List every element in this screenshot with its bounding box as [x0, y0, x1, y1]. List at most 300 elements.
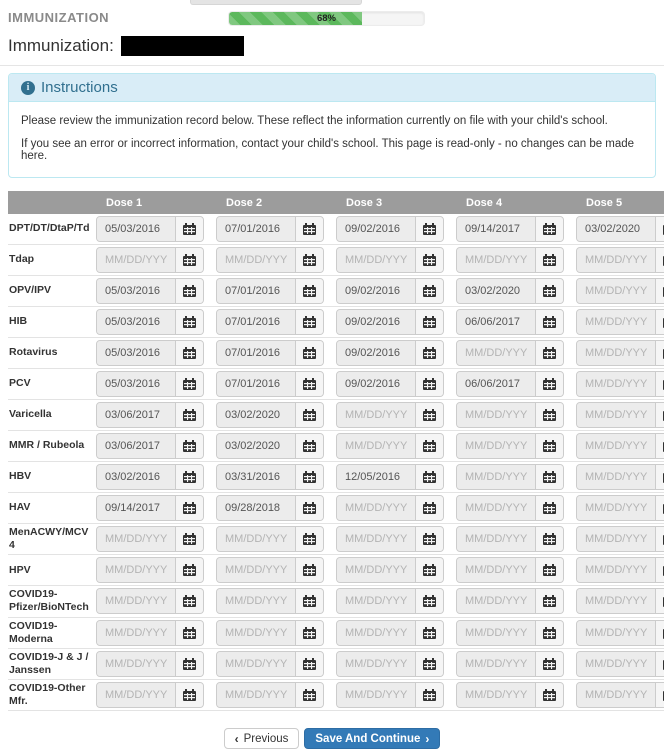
dose-5-date-input[interactable]: [577, 434, 655, 458]
calendar-icon: [303, 347, 316, 359]
dose-3-cell: [336, 216, 456, 242]
calendar-icon: [303, 658, 316, 670]
calendar-icon: [543, 347, 556, 359]
dose-1-date-input[interactable]: [97, 558, 175, 582]
calendar-icon: [423, 440, 436, 452]
dose-4-date-input[interactable]: [457, 248, 535, 272]
calendar-icon: [183, 658, 196, 670]
dose-date-group: [216, 651, 324, 677]
calendar-button[interactable]: [535, 434, 563, 458]
calendar-button[interactable]: [535, 403, 563, 427]
dose-4-date-input[interactable]: [457, 589, 535, 613]
dose-4-cell: [456, 464, 576, 490]
dose-1-date-input[interactable]: [97, 496, 175, 520]
calendar-icon: [303, 502, 316, 514]
dose-1-cell: [96, 402, 216, 428]
dose-1-date-input[interactable]: [97, 372, 175, 396]
calendar-button[interactable]: [535, 279, 563, 303]
dose-date-group: [216, 588, 324, 614]
dose-date-group: [216, 495, 324, 521]
dose-1-cell: [96, 495, 216, 521]
calendar-icon: [423, 689, 436, 701]
vaccine-name: Rotavirus: [9, 346, 58, 359]
dose-3-date-input[interactable]: [337, 372, 415, 396]
dose-5-date-input[interactable]: [577, 652, 655, 676]
calendar-button[interactable]: [175, 248, 203, 272]
dose-date-group: [216, 340, 324, 366]
calendar-button[interactable]: [175, 341, 203, 365]
calendar-button[interactable]: [535, 621, 563, 645]
dose-3-cell: [336, 340, 456, 366]
dose-2-date-input[interactable]: [217, 341, 295, 365]
dose-5-cell: [576, 620, 664, 646]
dose-3-date-input[interactable]: [337, 248, 415, 272]
dose-4-date-input[interactable]: [457, 652, 535, 676]
dose-1-date-input[interactable]: [97, 403, 175, 427]
calendar-button[interactable]: [535, 496, 563, 520]
dose-3-date-input[interactable]: [337, 621, 415, 645]
dose-1-date-input[interactable]: [97, 621, 175, 645]
calendar-icon: [543, 533, 556, 545]
dose-2-date-input[interactable]: [217, 279, 295, 303]
calendar-icon: [303, 223, 316, 235]
dose-date-group: [456, 495, 564, 521]
dose-1-date-input[interactable]: [97, 589, 175, 613]
dose-date-group: [96, 247, 204, 273]
dose-5-date-input[interactable]: [577, 589, 655, 613]
dose-4-date-input[interactable]: [457, 341, 535, 365]
calendar-button[interactable]: [295, 683, 323, 707]
calendar-button[interactable]: [655, 558, 664, 582]
dose-date-group: [336, 216, 444, 242]
dose-4-cell: [456, 433, 576, 459]
calendar-button[interactable]: [295, 248, 323, 272]
dose-date-group: [216, 557, 324, 583]
calendar-icon: [423, 378, 436, 390]
dose-1-date-input[interactable]: [97, 683, 175, 707]
instructions-line-1: Please review the immunization record below. These reflect the information currently on file with your child's school.: [21, 115, 608, 127]
calendar-button[interactable]: [415, 558, 443, 582]
calendar-button[interactable]: [295, 403, 323, 427]
calendar-button[interactable]: [535, 372, 563, 396]
calendar-button[interactable]: [535, 217, 563, 241]
calendar-icon: [543, 627, 556, 639]
calendar-button[interactable]: [175, 310, 203, 334]
dose-5-date-input[interactable]: [577, 279, 655, 303]
dose-2-date-input[interactable]: [217, 403, 295, 427]
dose-5-date-input[interactable]: [577, 683, 655, 707]
dose-date-group: [336, 526, 444, 552]
calendar-button[interactable]: [535, 589, 563, 613]
dose-5-date-input[interactable]: [577, 403, 655, 427]
dose-2-cell: [216, 651, 336, 677]
calendar-button[interactable]: [415, 217, 443, 241]
dose-3-date-input[interactable]: [337, 279, 415, 303]
dose-1-date-input[interactable]: [97, 652, 175, 676]
calendar-button[interactable]: [535, 558, 563, 582]
calendar-icon: [183, 502, 196, 514]
calendar-icon: [303, 471, 316, 483]
chevron-left-icon: ‹: [234, 731, 239, 746]
column-header-dose-4: Dose 4: [466, 196, 503, 209]
dose-4-date-input[interactable]: [457, 310, 535, 334]
calendar-button[interactable]: [415, 403, 443, 427]
vaccine-name: HAV: [9, 501, 31, 514]
calendar-button[interactable]: [295, 279, 323, 303]
dose-4-date-input[interactable]: [457, 465, 535, 489]
calendar-button[interactable]: [295, 589, 323, 613]
calendar-button[interactable]: [415, 248, 443, 272]
dose-4-cell: [456, 495, 576, 521]
dose-4-date-input[interactable]: [457, 558, 535, 582]
vaccine-name: HIB: [9, 315, 28, 328]
calendar-icon: [183, 689, 196, 701]
calendar-icon: [423, 564, 436, 576]
calendar-button[interactable]: [295, 652, 323, 676]
dose-2-date-input[interactable]: [217, 652, 295, 676]
dose-date-group: [216, 216, 324, 242]
dose-2-date-input[interactable]: [217, 217, 295, 241]
dose-3-date-input[interactable]: [337, 652, 415, 676]
table-row: [8, 307, 664, 338]
dose-date-group: [96, 588, 204, 614]
calendar-button[interactable]: [415, 341, 443, 365]
calendar-button[interactable]: [655, 683, 664, 707]
dose-2-date-input[interactable]: [217, 589, 295, 613]
dose-1-date-input[interactable]: [97, 217, 175, 241]
dose-date-group: [576, 216, 664, 242]
dose-2-date-input[interactable]: [217, 372, 295, 396]
calendar-button[interactable]: [175, 652, 203, 676]
save-and-continue-button[interactable]: [304, 728, 440, 749]
calendar-button[interactable]: [655, 527, 664, 551]
dose-5-cell: [576, 557, 664, 583]
calendar-button[interactable]: [415, 527, 443, 551]
dose-1-date-input[interactable]: [97, 341, 175, 365]
dose-3-date-input[interactable]: [337, 496, 415, 520]
dose-5-date-input[interactable]: [577, 372, 655, 396]
vaccine-name: COVID19-Other Mfr.: [9, 682, 86, 708]
calendar-button[interactable]: [655, 652, 664, 676]
calendar-button[interactable]: [655, 248, 664, 272]
dose-date-group: [336, 495, 444, 521]
table-row: [8, 462, 664, 493]
calendar-button[interactable]: [295, 621, 323, 645]
dose-4-date-input[interactable]: [457, 496, 535, 520]
dose-1-cell: [96, 526, 216, 552]
dose-2-date-input[interactable]: [217, 527, 295, 551]
dose-1-cell: [96, 557, 216, 583]
dose-2-cell: [216, 433, 336, 459]
calendar-button[interactable]: [415, 434, 443, 458]
calendar-button[interactable]: [655, 403, 664, 427]
calendar-icon: [183, 440, 196, 452]
calendar-icon: [303, 440, 316, 452]
dose-4-date-input[interactable]: [457, 621, 535, 645]
vaccine-name: DPT/DT/DtaP/Td: [9, 222, 90, 235]
column-header-dose-5: Dose 5: [586, 196, 623, 209]
dose-3-cell: [336, 526, 456, 552]
calendar-icon: [183, 627, 196, 639]
dose-3-date-input[interactable]: [337, 434, 415, 458]
calendar-button[interactable]: [175, 372, 203, 396]
calendar-button[interactable]: [175, 465, 203, 489]
dose-3-cell: [336, 557, 456, 583]
table-row: [8, 338, 664, 369]
calendar-button[interactable]: [655, 341, 664, 365]
calendar-button[interactable]: [415, 683, 443, 707]
calendar-button[interactable]: [175, 496, 203, 520]
calendar-icon: [423, 254, 436, 266]
dose-4-date-input[interactable]: [457, 683, 535, 707]
dose-date-group: [96, 557, 204, 583]
dose-date-group: [216, 464, 324, 490]
dose-1-cell: [96, 278, 216, 304]
calendar-button[interactable]: [175, 589, 203, 613]
vaccine-name: MenACWY/MCV4: [9, 526, 89, 552]
dose-date-group: [456, 557, 564, 583]
calendar-button[interactable]: [295, 434, 323, 458]
calendar-icon: [423, 502, 436, 514]
calendar-button[interactable]: [295, 496, 323, 520]
dose-1-cell: [96, 340, 216, 366]
dose-2-cell: [216, 588, 336, 614]
dose-3-date-input[interactable]: [337, 310, 415, 334]
dose-2-cell: [216, 340, 336, 366]
dose-3-date-input[interactable]: [337, 341, 415, 365]
dose-3-cell: [336, 433, 456, 459]
dose-2-date-input[interactable]: [217, 496, 295, 520]
column-header-dose-1: Dose 1: [106, 196, 143, 209]
dose-4-date-input[interactable]: [457, 434, 535, 458]
calendar-icon: [423, 533, 436, 545]
calendar-icon: [543, 316, 556, 328]
dose-date-group: [456, 340, 564, 366]
table-row: [8, 586, 664, 617]
calendar-button[interactable]: [175, 527, 203, 551]
dose-5-date-input[interactable]: [577, 217, 655, 241]
dose-3-date-input[interactable]: [337, 589, 415, 613]
dose-3-date-input[interactable]: [337, 403, 415, 427]
calendar-button[interactable]: [415, 652, 443, 676]
dose-date-group: [216, 371, 324, 397]
calendar-button[interactable]: [295, 527, 323, 551]
calendar-button[interactable]: [295, 341, 323, 365]
dose-3-date-input[interactable]: [337, 558, 415, 582]
dose-3-date-input[interactable]: [337, 527, 415, 551]
dose-date-group: [216, 526, 324, 552]
calendar-button[interactable]: [415, 496, 443, 520]
calendar-button[interactable]: [295, 558, 323, 582]
calendar-icon: [423, 658, 436, 670]
dose-5-date-input[interactable]: [577, 527, 655, 551]
dose-3-cell: [336, 464, 456, 490]
dose-3-cell: [336, 651, 456, 677]
dose-1-date-input[interactable]: [97, 248, 175, 272]
calendar-button[interactable]: [655, 621, 664, 645]
calendar-button[interactable]: [295, 310, 323, 334]
dose-3-cell: [336, 682, 456, 708]
dose-2-date-input[interactable]: [217, 434, 295, 458]
calendar-button[interactable]: [655, 589, 664, 613]
dose-2-date-input[interactable]: [217, 310, 295, 334]
dose-5-cell: [576, 371, 664, 397]
dose-3-date-input[interactable]: [337, 217, 415, 241]
vaccine-name: COVID19-Pfizer/BioNTech: [9, 588, 89, 614]
calendar-button[interactable]: [415, 621, 443, 645]
dose-1-date-input[interactable]: [97, 527, 175, 551]
dose-date-group: [576, 340, 664, 366]
vaccine-name: OPV/IPV: [9, 284, 52, 297]
dose-2-cell: [216, 682, 336, 708]
calendar-button[interactable]: [295, 217, 323, 241]
dose-5-cell: [576, 278, 664, 304]
calendar-button[interactable]: [175, 403, 203, 427]
dose-5-date-input[interactable]: [577, 496, 655, 520]
dose-1-date-input[interactable]: [97, 310, 175, 334]
dose-date-group: [96, 371, 204, 397]
dose-date-group: [336, 557, 444, 583]
calendar-icon: [183, 595, 196, 607]
calendar-button[interactable]: [535, 310, 563, 334]
dose-5-date-input[interactable]: [577, 310, 655, 334]
dose-date-group: [96, 526, 204, 552]
calendar-icon: [183, 533, 196, 545]
dose-2-date-input[interactable]: [217, 248, 295, 272]
dose-1-cell: [96, 216, 216, 242]
calendar-icon: [423, 347, 436, 359]
dose-5-date-input[interactable]: [577, 558, 655, 582]
dose-4-date-input[interactable]: [457, 527, 535, 551]
calendar-button[interactable]: [655, 310, 664, 334]
calendar-button[interactable]: [415, 589, 443, 613]
dose-5-cell: [576, 402, 664, 428]
dose-2-date-input[interactable]: [217, 465, 295, 489]
dose-3-cell: [336, 402, 456, 428]
calendar-button[interactable]: [175, 279, 203, 303]
calendar-button[interactable]: [655, 434, 664, 458]
calendar-button[interactable]: [535, 527, 563, 551]
calendar-icon: [543, 564, 556, 576]
dose-date-group: [96, 278, 204, 304]
dose-4-cell: [456, 340, 576, 366]
calendar-icon: [183, 347, 196, 359]
dose-date-group: [96, 216, 204, 242]
calendar-button[interactable]: [415, 279, 443, 303]
dose-3-date-input[interactable]: [337, 683, 415, 707]
calendar-button[interactable]: [535, 248, 563, 272]
dose-date-group: [456, 216, 564, 242]
dose-5-date-input[interactable]: [577, 341, 655, 365]
calendar-button[interactable]: [175, 434, 203, 458]
dose-date-group: [96, 620, 204, 646]
calendar-icon: [543, 689, 556, 701]
dose-5-cell: [576, 464, 664, 490]
dose-5-cell: [576, 216, 664, 242]
dose-3-cell: [336, 247, 456, 273]
calendar-button[interactable]: [535, 652, 563, 676]
calendar-button[interactable]: [655, 496, 664, 520]
dose-5-date-input[interactable]: [577, 248, 655, 272]
dose-4-date-input[interactable]: [457, 217, 535, 241]
dose-2-date-input[interactable]: [217, 621, 295, 645]
vaccine-name: HBV: [9, 470, 32, 483]
calendar-button[interactable]: [535, 683, 563, 707]
dose-5-date-input[interactable]: [577, 621, 655, 645]
chevron-right-icon: ›: [425, 731, 430, 746]
calendar-button[interactable]: [295, 465, 323, 489]
calendar-button[interactable]: [415, 310, 443, 334]
dose-date-group: [96, 340, 204, 366]
calendar-button[interactable]: [295, 372, 323, 396]
dose-3-cell: [336, 371, 456, 397]
instructions-heading: [9, 74, 655, 102]
dose-date-group: [576, 247, 664, 273]
dose-date-group: [456, 464, 564, 490]
dose-4-date-input[interactable]: [457, 372, 535, 396]
top-bar: [0, 0, 664, 30]
calendar-icon: [183, 223, 196, 235]
calendar-button[interactable]: [535, 465, 563, 489]
dose-date-group: [576, 278, 664, 304]
calendar-icon: [303, 595, 316, 607]
dose-3-date-input[interactable]: [337, 465, 415, 489]
table-body: [8, 214, 664, 711]
table-row: [8, 555, 664, 586]
dose-date-group: [576, 402, 664, 428]
dose-date-group: [96, 309, 204, 335]
dose-4-date-input[interactable]: [457, 279, 535, 303]
calendar-button[interactable]: [175, 683, 203, 707]
dose-4-cell: [456, 309, 576, 335]
save-button-label: Save And Continue: [315, 732, 421, 745]
calendar-button[interactable]: [535, 341, 563, 365]
dose-date-group: [456, 588, 564, 614]
dose-5-date-input[interactable]: [577, 465, 655, 489]
dose-1-date-input[interactable]: [97, 434, 175, 458]
vaccine-name: Tdap: [9, 253, 35, 266]
dose-4-cell: [456, 682, 576, 708]
instructions-title: Instructions: [41, 79, 118, 96]
dose-date-group: [336, 278, 444, 304]
dose-4-date-input[interactable]: [457, 403, 535, 427]
dose-4-cell: [456, 247, 576, 273]
calendar-icon: [543, 440, 556, 452]
dose-2-cell: [216, 216, 336, 242]
dose-2-date-input[interactable]: [217, 683, 295, 707]
calendar-button[interactable]: [655, 279, 664, 303]
dose-1-date-input[interactable]: [97, 279, 175, 303]
dose-date-group: [456, 682, 564, 708]
calendar-button[interactable]: [655, 465, 664, 489]
dose-1-date-input[interactable]: [97, 465, 175, 489]
calendar-button[interactable]: [175, 217, 203, 241]
table-row: [8, 245, 664, 276]
calendar-button[interactable]: [655, 372, 664, 396]
previous-button[interactable]: [224, 728, 300, 749]
calendar-button[interactable]: [175, 621, 203, 645]
calendar-button[interactable]: [415, 372, 443, 396]
dose-2-date-input[interactable]: [217, 558, 295, 582]
calendar-icon: [423, 409, 436, 421]
calendar-button[interactable]: [175, 558, 203, 582]
dose-4-cell: [456, 526, 576, 552]
calendar-icon: [183, 378, 196, 390]
dose-date-group: [576, 433, 664, 459]
calendar-button[interactable]: [415, 465, 443, 489]
dose-4-cell: [456, 557, 576, 583]
calendar-button[interactable]: [655, 217, 664, 241]
